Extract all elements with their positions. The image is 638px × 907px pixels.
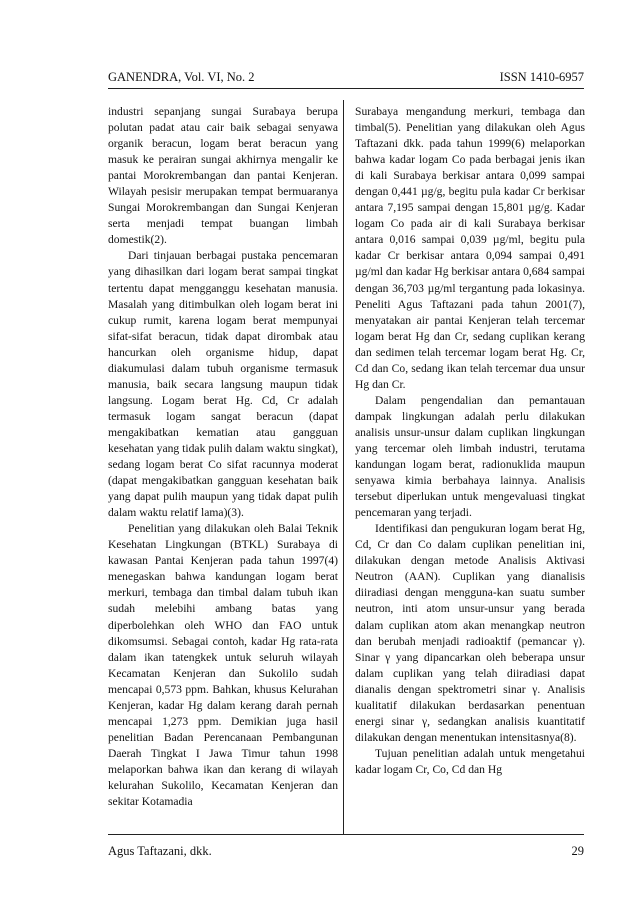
paragraph: Penelitian yang dilakukan oleh Balai Teknik Kesehatan Lingkungan (BTKL) Surabaya di kawasan Pantai Kenjeran pada tahun 1997(4) menegaskan bahwa kandungan logam berat merkuri, tembaga dan timbal dalam tubuh ikan sudah melebihi ambang batas yang diperbolehkan oleh WHO dan FAO untuk dikomsumsi. Sebagai contoh, kadar Hg rata-rata dalam ikan tatengkek untuk seluruh wilayah Kecamatan Kenjeran dan Sukolilo sudah mencapai 0,573 ppm. Bahkan, khusus Kelurahan Kenjeran, kadar Hg dalam kerang darah pernah mencapai 1,273 ppm. Demikian juga hasil penelitian Badan Perencanaan Pembangunan Daerah Tingkat I Jawa Timur tahun 1998 melaporkan bahwa ikan dan kerang di wilayah kelurahan Sukolilo, Kecamatan Kenjeran dan sekitar Kotamadia [108,522,338,809]
journal-title: GANENDRA, Vol. VI, No. 2 [108,70,255,84]
paragraph: Tujuan penelitian adalah untuk mengetahui kadar logam Cr, Co, Cd dan Hg [355,746,585,776]
paragraph: industri sepanjang sungai Surabaya berupa polutan padat atau cair baik sebagai senyawa organik beracun, logam berat beracun yang masuk ke perairan sungai akhirnya mengalir ke pantai Morokrembangan dan pantai Kenjeran. Wilayah pesisir merupakan tempat bermuaranya Sungai Morokrembangan dan Sungai Kenjeran serta menjadi tempat buangan limbah domestik(2). [108,105,338,247]
page-header [108,70,584,89]
paragraph: Surabaya mengandung merkuri, tembaga dan timbal(5). Penelitian yang dilakukan oleh Agus Taftazani dkk. pada tahun 1999(6) melaporkan bahwa kadar logam Co pada berbagai jenis ikan di kali Surabaya berkisar antara 0,099 sampai dengan 0,441 µg/g, begitu pula kadar Cr berkisar antara 7,195 sampai dengan 15,801 µg/g. Kadar logam Co pada air di kali Surabaya berkisar antara 0,016 sampai 0,039 µg/ml, begitu pula kadar Cr berkisar antara 0,094 sampai 0,491 µg/ml dan kadar Hg berkisar antara 0,684 sampai dengan 36,703 µg/ml tergantung pada lokasinya. Peneliti Agus Taftazani pada tahun 2001(7), menyatakan air pantai Kenjeran telah tercemar logam berat Hg dan Cr, sedang cuplikan kerang dan sedimen telah tercemar logam berat Hg. Cr, Cd dan Co, sedang ikan telah tercemar dua unsur Hg dan Cr. [355,105,585,391]
page-number: 29 [571,844,584,858]
issn-label: ISSN 1410-6957 [499,70,584,84]
paragraph: Identifikasi dan pengukuran logam berat Hg, Cd, Cr dan Co dalam cuplikan penelitian ini, dilakukan dengan metode Analisis Aktivasi Neutron (AAN). Cuplikan yang dianalisis diiradiasi dengan mengguna-kan suatu sumber neutron, inti atom unsur-unsur yang berada dalam cuplikan atom akan menangkap neutron dan berubah menjadi radioaktif (pemancar γ). Sinar γ yang dipancarkan oleh beberapa unsur dalam cuplikan yang telah diiradiasi dapat dianalis dengan spektrometri sinar γ. Analisis kualitatif dilakukan berdasarkan penentuan energi sinar γ, sedangkan analisis kuantitatif dilakukan dengan menentukan intensitasnya(8). [355,522,585,744]
right-column [355,104,585,778]
left-column [108,104,338,810]
page-footer [108,834,584,865]
footer-authors: Agus Taftazani, dkk. [108,844,212,858]
paragraph: Dari tinjauan berbagai pustaka pencemaran yang dihasilkan dari logam berat sampai tingkat tertentu dapat mengganggu kesehatan manusia. Masalah yang ditimbulkan oleh logam berat ini cukup rumit, karena logam berat mempunyai sifat-sifat beracun, tidak dapat dirombak atau hancurkan oleh organisme hidup, dapat diakumulasi dalam tubuh organisme termasuk manusia, baik secara langsung maupun tidak langsung. Logam berat Hg. Cd, Cr adalah termasuk logam sangat beracun (dapat mengakibatkan kematian atau gangguan kesehatan yang tidak pulih dalam waktu singkat), sedang logam berat Co sifat racunnya moderat (dapat mengakibatkan gangguan kesehatan baik yang dapat pulih maupun yang tidak dapat pulih dalam waktu relatif lama)(3). [108,249,338,520]
paragraph: Dalam pengendalian dan pemantauan dampak lingkungan adalah perlu dilakukan analisis unsur-unsur dalam cuplikan lingkungan yang tercemar oleh limbah industri, terutama kandungan logam berat, radionuklida maupun senyawa kimia berbahaya lainnya. Analisis tersebut diperlukan untuk mengevaluasi tingkat pencemaran yang terjadi. [355,393,585,520]
column-divider [343,100,344,835]
